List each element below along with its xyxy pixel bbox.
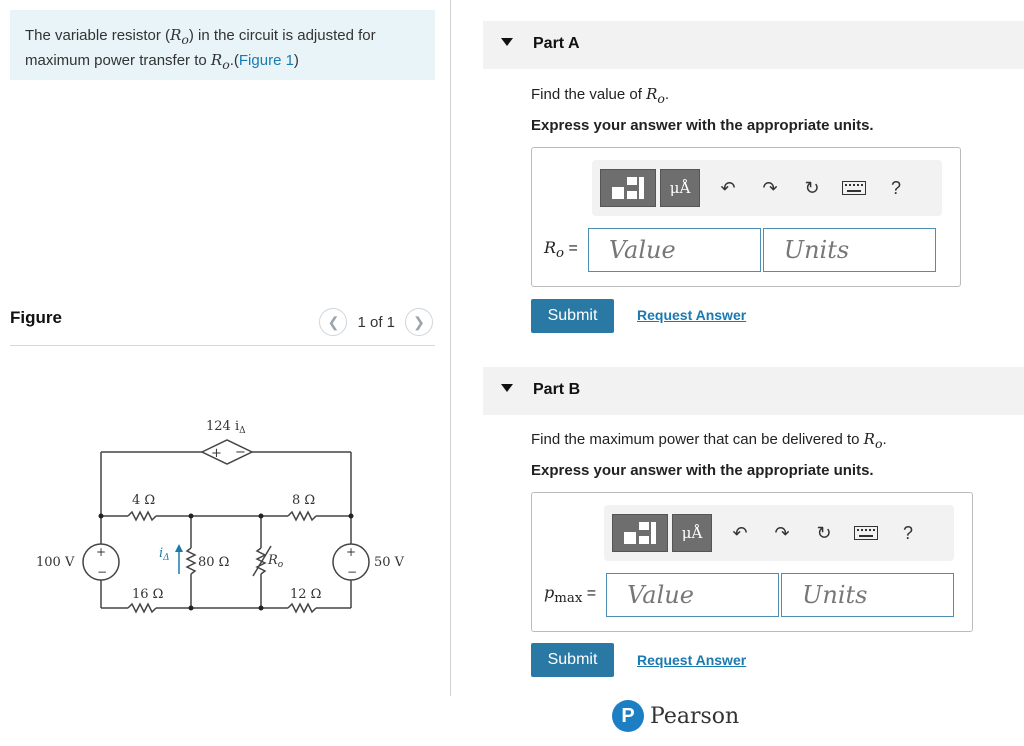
problem-text: The variable resistor ( (25, 27, 171, 44)
r4-label: 4 Ω (132, 493, 156, 508)
problem-text-4: ) (293, 52, 299, 69)
redo-icon: ↷ (774, 522, 790, 543)
prev-figure-button[interactable] (319, 308, 347, 336)
part-a-question: Find the value of $R_o$. (531, 85, 670, 106)
svg-text:+: + (96, 545, 107, 559)
part-a-header[interactable] (483, 21, 1024, 69)
svg-text:+: + (211, 446, 222, 461)
pearson-logo-icon: P (612, 700, 644, 732)
redo-button[interactable] (764, 514, 800, 552)
part-b-question: Find the maximum power that can be delivered to $R_o$. (531, 430, 887, 451)
keyboard-button[interactable] (836, 169, 872, 207)
next-figure-button[interactable] (405, 308, 433, 336)
undo-button[interactable] (722, 514, 758, 552)
v50-label: 50 V (374, 555, 405, 570)
part-b-title: Part B (533, 381, 581, 398)
ro-label: $R_o$ (268, 553, 284, 570)
help-button[interactable] (890, 514, 926, 552)
svg-text:+: + (346, 545, 357, 559)
svg-text:−: − (235, 445, 246, 460)
collapse-triangle-icon (501, 384, 513, 392)
part-b-instruction: Express your answer with the appropriate units. (531, 462, 874, 479)
r16-label: 16 Ω (132, 587, 164, 602)
part-a-request-answer-link[interactable]: Request Answer (637, 307, 747, 323)
i-delta-label: $i_\Delta$ (159, 546, 170, 563)
pearson-footer (612, 700, 739, 732)
circuit-diagram (28, 410, 418, 630)
keyboard-icon (842, 181, 866, 195)
part-b-toolbar (604, 505, 954, 561)
figure-header (10, 300, 435, 346)
undo-button[interactable] (710, 169, 746, 207)
part-a-units-input[interactable]: Units (763, 228, 936, 272)
help-icon: ? (890, 177, 901, 198)
svg-text:−: − (97, 565, 108, 579)
units-button[interactable] (660, 169, 700, 207)
part-b-answer-box (531, 492, 973, 632)
pager-text: 1 of 1 (357, 313, 395, 331)
svg-text:−: − (347, 565, 358, 579)
part-a-answer-box (531, 147, 961, 287)
part-b-units-input[interactable]: Units (781, 573, 954, 617)
figure-pager (319, 308, 433, 336)
r80-label: 80 Ω (198, 555, 230, 570)
undo-icon: ↶ (720, 177, 736, 198)
chevron-left-icon: ❮ (327, 313, 340, 330)
reset-button[interactable] (794, 169, 830, 207)
help-icon: ? (902, 522, 913, 543)
templates-button[interactable] (600, 169, 656, 207)
units-button[interactable] (672, 514, 712, 552)
problem-text-2: ) in the circuit is adjusted for maximum power transfer to (25, 27, 376, 69)
reset-button[interactable] (806, 514, 842, 552)
part-a-eq-label: $R_o$ = (544, 238, 578, 262)
reset-icon: ↻ (804, 177, 820, 198)
part-a-instruction: Express your answer with the appropriate units. (531, 117, 874, 134)
chevron-right-icon: ❯ (413, 313, 425, 330)
part-b-header[interactable] (483, 367, 1024, 415)
column-divider (450, 0, 451, 696)
part-b-value-input[interactable]: Value (606, 573, 779, 617)
dep-source-label: 124 $i_\Delta$ (206, 419, 246, 436)
units-glyph: μÅ (681, 524, 703, 542)
redo-button[interactable] (752, 169, 788, 207)
problem-var: $R_o$ (170, 26, 189, 47)
figure-link[interactable]: Figure 1 (238, 52, 294, 69)
problem-var-2: $R_o$ (210, 51, 230, 72)
templates-button[interactable] (612, 514, 668, 552)
part-b-submit-button[interactable]: Submit (531, 643, 614, 677)
reset-icon: ↻ (816, 522, 832, 543)
keyboard-icon (854, 526, 878, 540)
pearson-brand: Pearson (650, 703, 740, 729)
part-a-equation-row (544, 228, 936, 272)
part-b-eq-label: $p_{max}$ = (544, 583, 597, 607)
keyboard-button[interactable] (848, 514, 884, 552)
part-b-equation-row (544, 573, 954, 617)
figure-title: Figure (10, 308, 62, 327)
part-a-submit-button[interactable]: Submit (531, 299, 614, 333)
v100-label: 100 V (36, 555, 75, 570)
undo-icon: ↶ (732, 522, 748, 543)
part-b-request-answer-link[interactable]: Request Answer (637, 652, 747, 668)
r8-label: 8 Ω (292, 493, 316, 508)
problem-statement (10, 10, 435, 80)
part-a-value-input[interactable]: Value (588, 228, 761, 272)
problem-text-3: .( (229, 52, 239, 69)
redo-icon: ↷ (762, 177, 778, 198)
templates-icon (623, 521, 657, 545)
collapse-triangle-icon (501, 38, 513, 46)
part-a-toolbar (592, 160, 942, 216)
units-glyph: μÅ (669, 179, 691, 197)
help-button[interactable] (878, 169, 914, 207)
r12-label: 12 Ω (290, 587, 322, 602)
part-a-title: Part A (533, 35, 580, 52)
templates-icon (611, 176, 645, 200)
